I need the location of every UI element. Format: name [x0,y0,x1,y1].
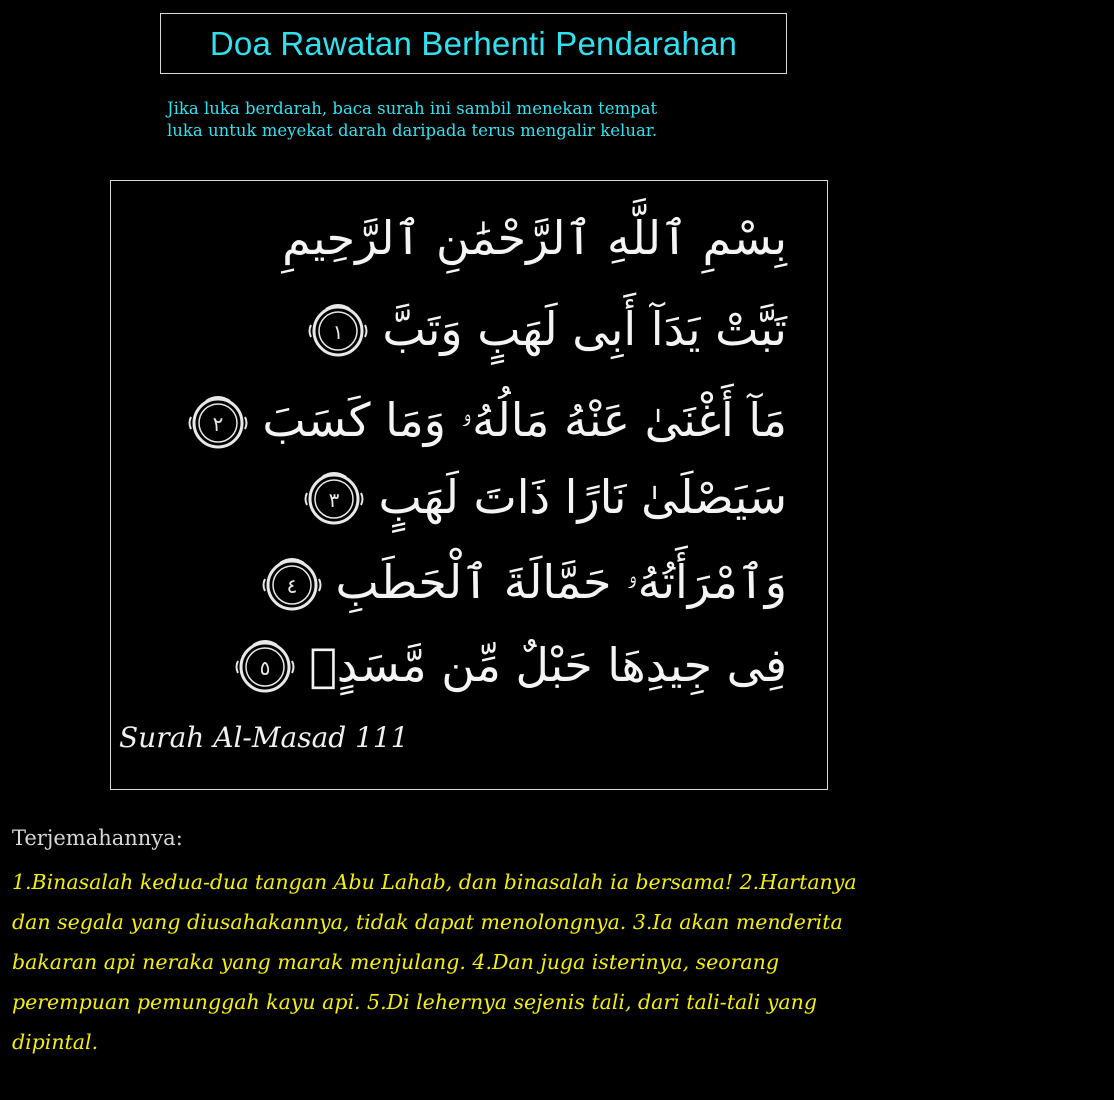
verse-3-number: ٣ [329,488,340,512]
verse-marker-5-icon [235,635,295,695]
verse-4-number: ٤ [286,574,297,598]
verse-2 [188,381,787,461]
translation-line-2: dan segala yang diusahakannya, tidak dapat menolongnya. 3.Ia akan menderita [12,910,843,934]
verse-5 [235,625,787,705]
verse-4 [262,543,787,623]
verse-5-text: فِى جِيدِهَا حَبْلٌ مِّن مَّسَدٍۭ [309,638,787,692]
verse-marker-1-icon [308,299,368,359]
page-title: Doa Rawatan Berhenti Pendarahan [209,24,738,62]
verse-3-text: سَيَصْلَىٰ نَارًا ذَاتَ لَهَبٍ [378,470,787,524]
verse-2-text: مَآ أَغْنَىٰ عَنْهُ مَالُهُۥ وَمَا كَسَبَ [262,393,787,447]
verse-1 [308,289,787,369]
translation-body [12,862,1107,1062]
verse-marker-4-icon [262,553,322,613]
basmala: بِسْمِ ٱللَّهِ ٱلرَّحْمَٰنِ ٱلرَّحِيمِ [282,211,787,265]
surah-image-frame [110,180,828,790]
translation-line-3: bakaran api neraka yang marak menjulang. 4.Dan juga isterinya, seorang [12,950,779,974]
translation-heading: Terjemahannya: [12,826,183,850]
verse-2-number: ٢ [213,412,224,436]
title-box [160,13,787,74]
verse-1-number: ١ [333,320,344,344]
intro-text [167,98,807,142]
verse-4-text: وَٱمْرَأَتُهُۥ حَمَّالَةَ ٱلْحَطَبِ [335,555,787,609]
verse-marker-2-icon [188,391,248,451]
intro-line-2: luka untuk meyekat darah daripada terus mengalir keluar. [167,121,658,140]
intro-line-1: Jika luka berdarah, baca surah ini sambil menekan tempat [167,99,658,118]
translation-line-4: perempuan pemunggah kayu api. 5.Di lehernya sejenis tali, dari tali-tali yang [12,990,817,1014]
surah-caption: Surah Al-Masad 111 [119,721,409,754]
verse-1-text: تَبَّتْ يَدَآ أَبِى لَهَبٍ وَتَبَّ [382,302,787,356]
translation-line-1: 1.Binasalah kedua-dua tangan Abu Lahab, dan binasalah ia bersama! 2.Hartanya [12,870,857,894]
verse-marker-3-icon [304,467,364,527]
translation-line-5: dipintal. [12,1030,99,1054]
verse-3 [304,457,787,537]
verse-5-number: ٥ [259,656,271,680]
